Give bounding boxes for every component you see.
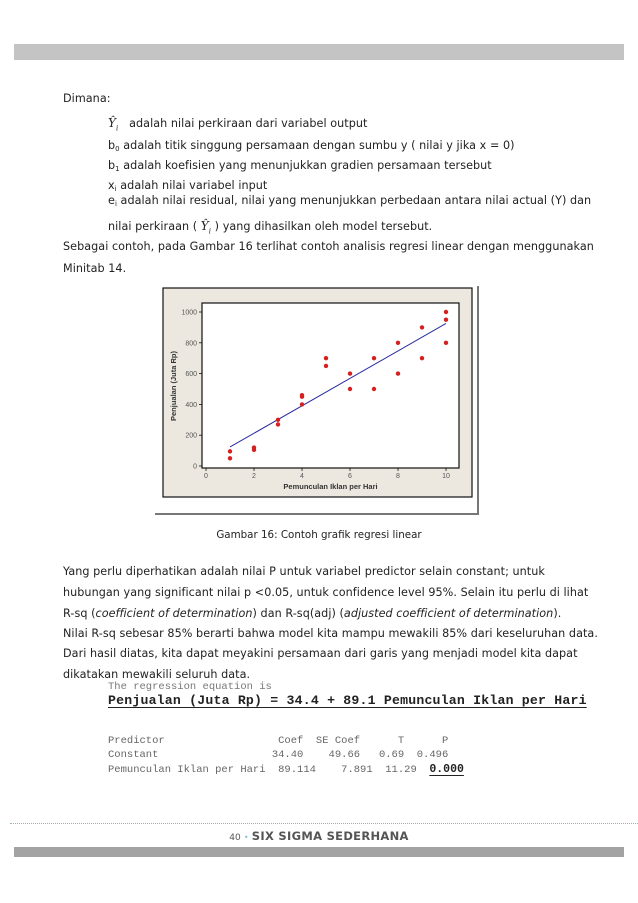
bullet-icon: • [243,833,249,842]
definition-continuation: nilai perkiraan ( $Ŷ_i$ ) yang dihasilkan oleh model tersebut. [108,219,433,236]
coef-table-row: Constant 34.40 49.66 0.69 0.496 [108,749,455,761]
paragraph-line: Dari hasil diatas, kita dapat meyakini persamaan dari garis yang menjadi model kita dapat [63,647,578,660]
data-point [348,387,352,391]
paragraph-line: Minitab 14. [63,262,127,275]
definition-xi: $x_i$ adalah nilai variabel input [108,179,268,193]
svg-text:0: 0 [193,463,197,471]
x-axis-label: Pemunculan Iklan per Hari [283,482,378,491]
page-footer [0,829,638,843]
definition-text: adalah koefisien yang menunjukkan gradien persamaan tersebut [123,159,492,172]
data-point [276,422,280,426]
definition-b1: $b_1$ adalah koefisien yang menunjukkan gradien persamaan tersebut [108,159,492,173]
data-point [372,387,376,391]
definition-yhat [108,116,367,135]
definition-text: adalah titik singgung persamaan dengan sumbu y ( nilai y jika x = 0) [123,139,515,152]
data-point [324,356,328,360]
svg-text:600: 600 [185,371,197,379]
definition-ei: $e_i$ adalah nilai residual, nilai yang menunjukkan perbedaan antara nilai actual (Y) dan [108,194,592,208]
data-point [276,418,280,422]
y-axis-label: Penjualan (Juta Rp) [169,350,178,422]
data-point [324,364,328,368]
svg-text:800: 800 [185,340,197,348]
svg-text:6: 6 [348,473,352,480]
definition-text: adalah nilai perkiraan dari variabel output [129,117,368,130]
header-bar [14,44,624,60]
data-point [228,456,232,460]
footer-divider [10,823,638,824]
svg-text:200: 200 [185,432,197,440]
figure-regression-chart [155,286,479,515]
p-value-highlight: 0.000 [429,763,464,776]
paragraph-line: Sebagai contoh, pada Gambar 16 terlihat contoh analisis regresi linear dengan menggunakan [63,240,594,253]
page-number: 40 [229,833,241,843]
svg-text:10: 10 [442,473,450,480]
scatter-plot [155,286,477,513]
svg-text:400: 400 [185,401,197,409]
data-point [228,449,232,453]
data-point [372,356,376,360]
yhat-symbol: $Ŷ_i$ [200,219,212,236]
coef-table-header: Predictor Coef SE Coef T P [108,735,449,747]
data-point [420,356,424,360]
definition-text: adalah nilai variabel input [120,179,268,192]
data-point [300,393,304,397]
data-point [348,371,352,375]
data-point [444,310,448,314]
svg-text:1000: 1000 [181,309,197,317]
definition-text: adalah nilai residual, nilai yang menunjukkan perbedaan antara nilai actual (Y) dan [120,194,592,207]
svg-text:8: 8 [396,473,400,480]
paragraph-line: R-sq (coefficient of determination) dan R-sq(adj) (adjusted coefficient of determination). [63,607,562,620]
data-point [252,445,256,449]
data-point [444,341,448,345]
data-point [396,371,400,375]
data-point [444,318,448,322]
paragraph-line: Yang perlu diperhatikan adalah nilai P untuk variabel predictor selain constant; untuk [63,565,545,578]
paragraph-line: dikatakan mewakili seluruh data. [63,668,251,681]
book-title: SIX SIGMA SEDERHANA [251,829,409,843]
svg-text:4: 4 [300,473,304,480]
intro-label: Dimana: [63,92,111,105]
data-point [420,325,424,329]
yhat-symbol: $Ŷ_i$ [108,116,119,133]
definition-b0: $b_0$ adalah titik singgung persamaan dengan sumbu y ( nilai y jika x = 0) [108,139,515,153]
regression-intro: The regression equation is [108,681,272,693]
data-point [300,402,304,406]
paragraph-line: Nilai R-sq sebesar 85% berarti bahwa model kita mampu mewakili 85% dari keseluruhan data. [63,627,598,640]
footer-bar [14,847,624,857]
svg-text:2: 2 [252,473,256,480]
paragraph-line: hubungan yang significant nilai p <0.05, untuk confidence level 95%. Selain itu perlu di lihat [63,586,589,599]
data-point [396,341,400,345]
figure-caption: Gambar 16: Contoh grafik regresi linear [216,529,422,541]
coef-table-row: Pemunculan Iklan per Hari 89.114 7.891 11.29 0.000 [108,763,464,776]
svg-text:0: 0 [204,473,208,480]
regression-equation: Penjualan (Juta Rp) = 34.4 + 89.1 Pemunculan Iklan per Hari [108,693,587,708]
